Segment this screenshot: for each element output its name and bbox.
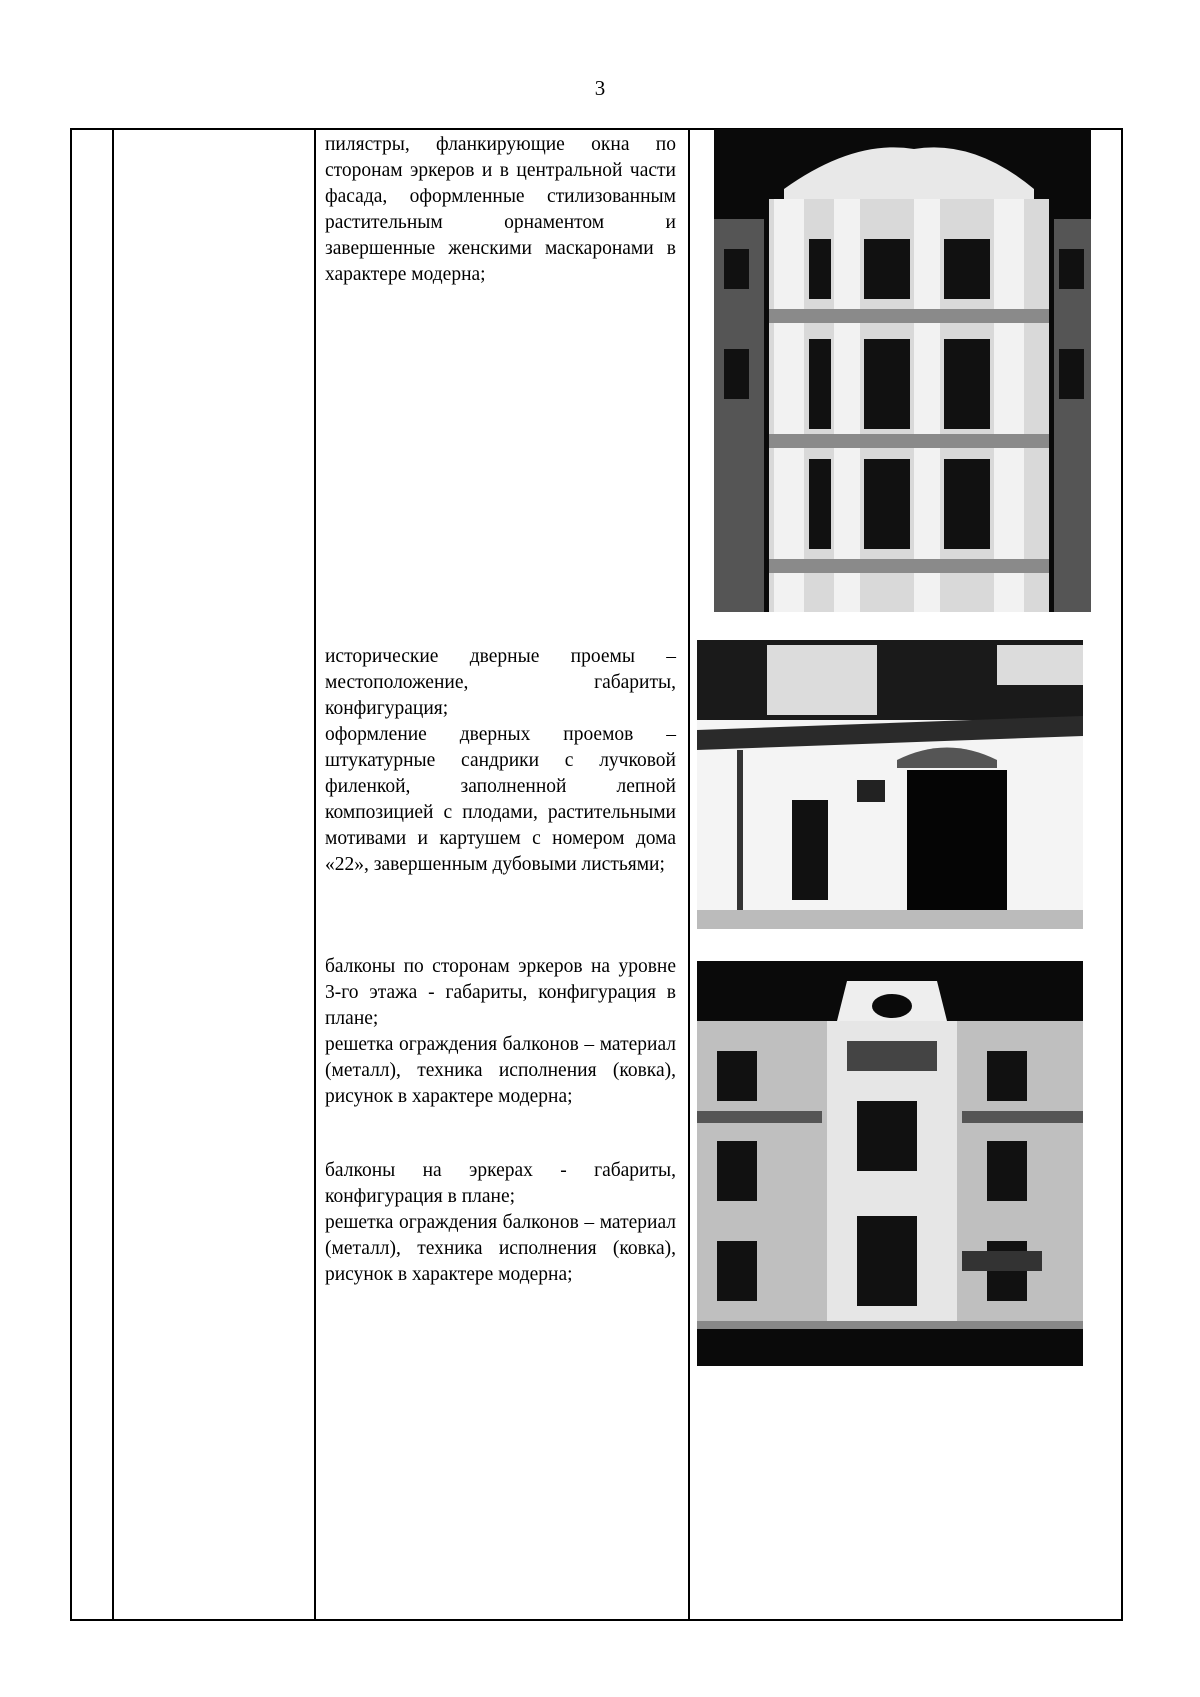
column-divider-3 xyxy=(688,128,690,1621)
text-block-side-balconies xyxy=(325,954,676,1110)
paragraph: балконы по сторонам эркеров на уровне 3-го этажа - габариты, конфигурация в плане; xyxy=(325,956,676,1029)
page-number: 3 xyxy=(594,76,606,100)
paragraph: решетка ограждения балконов – материал (металл), техника исполнения (ковка), рисунок в характере модерна; xyxy=(325,1212,676,1285)
paragraph: оформление дверных проемов – штукатурные сандрики с лучковой филенкой, заполненной лепной композицией с плодами, растительными мотивами и картушем с номером дома «22», завершенным дубовыми листьями; xyxy=(325,724,676,875)
facade-photo-icon xyxy=(714,129,1091,612)
balcony-facade-photo xyxy=(697,961,1083,1366)
paragraph: решетка ограждения балконов – материал (металл), техника исполнения (ковка), рисунок в характере модерна; xyxy=(325,1034,676,1107)
text-block-doorways xyxy=(325,644,676,878)
doorway-photo xyxy=(697,640,1083,929)
paragraph: пилястры, фланкирующие окна по сторонам эркеров и в центральной части фасада, оформленные стилизованным растительным орнаментом и завершенные женскими маскаронами в характере модерна; xyxy=(325,134,676,285)
paragraph: исторические дверные проемы – местоположение, габариты, конфигурация; xyxy=(325,646,676,719)
text-block-pilasters xyxy=(325,132,676,288)
text-block-bay-balconies xyxy=(325,1158,676,1288)
balcony-facade-photo-icon xyxy=(697,961,1083,1366)
doorway-photo-icon xyxy=(697,640,1083,929)
facade-photo xyxy=(714,129,1091,612)
column-divider-1 xyxy=(112,128,114,1621)
column-divider-2 xyxy=(314,128,316,1621)
paragraph: балконы на эркерах - габариты, конфигурация в плане; xyxy=(325,1160,676,1207)
